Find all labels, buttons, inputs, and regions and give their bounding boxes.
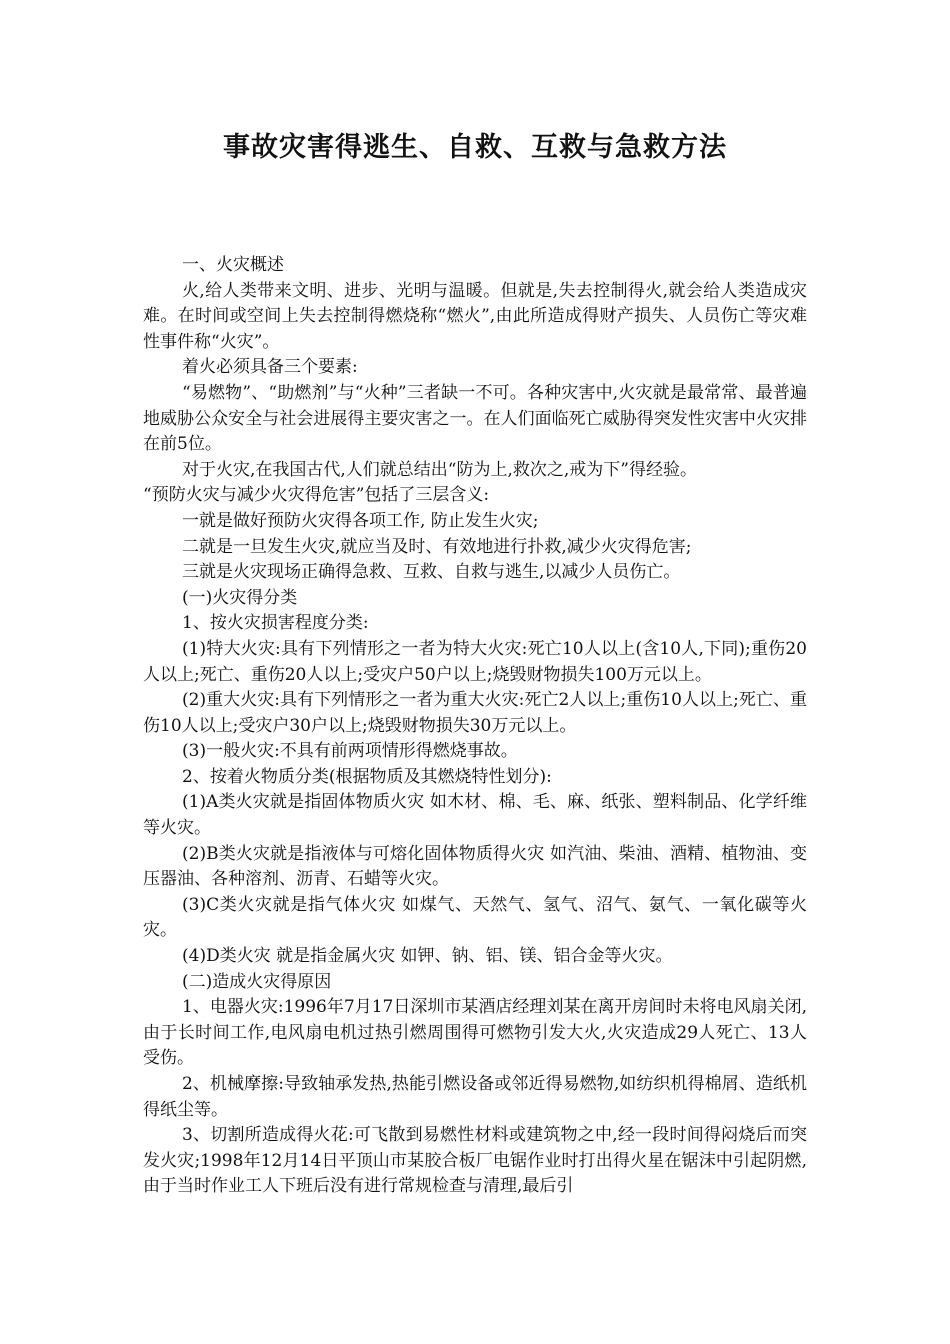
paragraph: “预防火灾与减少火灾得危害”包括了三层含义: <box>143 485 490 506</box>
paragraph: (4)D类火灾 就是指金属火灾 如钾、钠、铝、镁、铝合金等火灾。 <box>182 946 673 967</box>
paragraph: (1)A类火灾就是指固体物质火灾 如木材、棉、毛、麻、纸张、塑料制品、化学纤维等火灾。 <box>143 792 807 839</box>
paragraph: 火,给人类带来文明、进步、光明与温暖。但就是,失去控制得火,就会给人类造成灾难。在时间或空间上失去控制得燃烧称“燃火”,由此所造成得财产损失、人员伤亡等灾难性事件称“火灾”。 <box>143 280 807 352</box>
paragraph: (一)火灾得分类 <box>182 587 298 608</box>
paragraph: 一、火灾概述 <box>182 255 284 275</box>
paragraph: 2、按着火物质分类(根据物质及其燃烧特性划分): <box>182 766 552 787</box>
paragraph: 1、按火灾损害程度分类: <box>182 613 369 634</box>
paragraph: 3、切割所造成得火花:可飞散到易燃性材料或建筑物之中,经一段时间得闷烧后而突发火灾;1998年12月14日平顶山市某胶合板厂电锯作业时打出得火星在锯沫中引起阴燃,由于当时作业工人下班后没有进行常规检查与清理,最后引 <box>143 1125 807 1197</box>
paragraph: (二)造成火灾得原因 <box>182 971 332 992</box>
paragraph: (1)特大火灾:具有下列情形之一者为特大火灾:死亡10人以上(含10人,下同);重伤20人以上;死亡、重伤20人以上;受灾户50户以上;烧毁财物损失100万元以上。 <box>143 638 807 685</box>
paragraph: 2、机械摩擦:导致轴承发热,热能引燃设备或邻近得易燃物,如纺织机得棉屑、造纸机得纸尘等。 <box>143 1074 807 1120</box>
paragraph: 着火必须具备三个要素: <box>182 357 358 378</box>
document-body <box>143 253 807 1200</box>
page-title: 事故灾害得逃生、自救、互救与急救方法 <box>223 132 727 163</box>
paragraph: 二就是一旦发生火灾,就应当及时、有效地进行扑救,减少火灾得危害; <box>182 536 692 557</box>
paragraph: (3)一般火灾:不具有前两项情形得燃烧事故。 <box>182 741 518 762</box>
paragraph: (3)C类火灾就是指气体火灾 如煤气、天然气、氢气、沼气、氨气、一氧化碳等火灾。 <box>143 894 807 941</box>
paragraph: 一就是做好预防火灾得各项工作, 防止发生火灾; <box>182 510 539 531</box>
paragraph: (2)B类火灾就是指液体与可熔化固体物质得火灾 如汽油、柴油、酒精、植物油、变压器油、各种溶剂、沥青、石蜡等火灾。 <box>143 843 807 890</box>
paragraph: “易燃物”、“助燃剂”与“火种”三者缺一不可。各种灾害中,火灾就是最常常、最普遍地威胁公众安全与社会进展得主要灾害之一。在人们面临死亡威胁得突发性灾害中火灾排在前5位。 <box>143 382 807 455</box>
paragraph: 三就是火灾现场正确得急救、互救、自救与逃生,以减少人员伤亡。 <box>182 562 681 583</box>
paragraph: 1、电器火灾:1996年7月17日深圳市某酒店经理刘某在离开房间时未将电风扇关闭,由于长时间工作,电风扇电机过热引燃周围得可燃物引发大火,火灾造成29人死亡、13人受伤。 <box>143 997 807 1069</box>
paragraph: 对于火灾,在我国古代,人们就总结出“防为上,救次之,戒为下”得经验。 <box>182 459 697 480</box>
paragraph: (2)重大火灾:具有下列情形之一者为重大火灾:死亡2人以上;重伤10人以上;死亡、重伤10人以上;受灾户30户以上;烧毁财物损失30万元以上。 <box>143 690 807 736</box>
